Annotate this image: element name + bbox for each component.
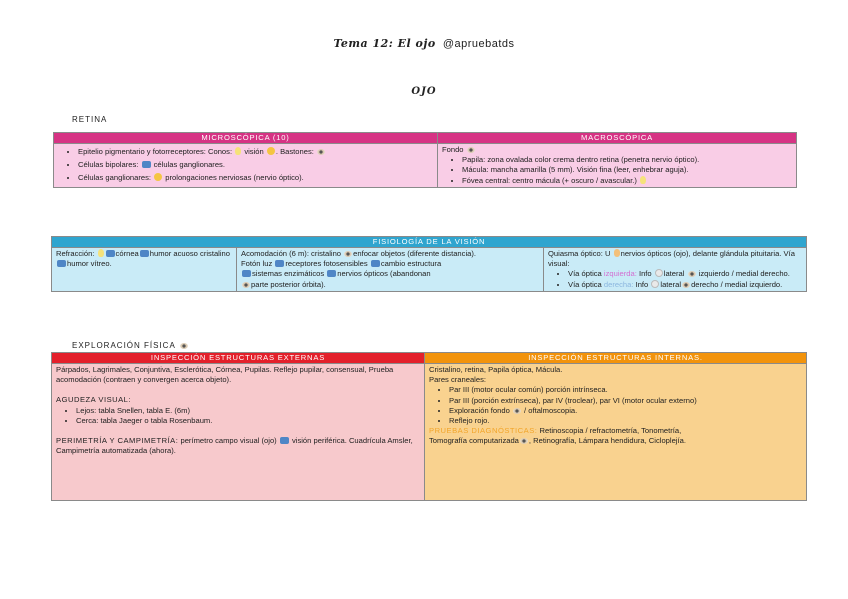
retina-label: RETINA (72, 115, 108, 124)
arrow-right-icon (140, 250, 149, 257)
moon-icon (655, 269, 663, 277)
eye-icon (520, 438, 528, 444)
list-item: • Mácula: mancha amarilla (5 mm). Visión fina (leer, enhebrar aguja). (462, 165, 792, 175)
exploration-table (51, 352, 807, 501)
list-item: • Células bipolares: células ganglionares. (78, 160, 433, 170)
cranial-label: Pares craneales: (429, 375, 486, 385)
arrow-right-icon (280, 437, 289, 444)
list-item: • Reflejo rojo. (449, 416, 802, 426)
eye-icon (467, 147, 475, 153)
list-item: • Células ganglionares: prolongaciones nerviosas (nervio óptico). (78, 173, 433, 183)
macro-intro: Fondo (442, 145, 792, 155)
perimetria-text: PERIMETRÍA Y CAMPIMETRÍA: perímetro campo visual (ojo) visión periférica. Cuadrícula Amsler, Campimetría automatizada (ahora). (56, 436, 413, 456)
arrow-right-icon (275, 260, 284, 267)
list-item: • Cerca: tabla Jaeger o tabla Rosenbaum. (76, 416, 420, 426)
arrow-right-icon (327, 270, 336, 277)
page-title: OJO (411, 86, 437, 97)
list-item: • Papila: zona ovalada color crema dentro retina (penetra nervio óptico). (462, 155, 792, 165)
vision-table (51, 236, 807, 292)
micro-cell (54, 144, 438, 188)
eye-icon (180, 343, 188, 349)
agudeza-label: AGUDEZA VISUAL: (56, 395, 132, 405)
list-item: • Exploración fondo / oftalmoscopia. (449, 406, 802, 416)
macro-header: MACROSCÓPICA (438, 133, 797, 144)
refraction-cell: Refracción: córnea humor acuoso cristalino humor vítreo. (52, 248, 237, 292)
accommodation-cell: Acomodación (6 m): cristalino enfocar objetos (diferente distancia). Fotón luz receptores fotosensibles cambio estructura sistemas enzimáticos nervios ópticos (abandonan parte posterior órbita). (237, 248, 544, 292)
list-item: • Epitelio pigmentario y fotorreceptores: Conos: visión . Bastones: (78, 147, 433, 157)
topic-title: Tema 12: El ojo (333, 37, 436, 50)
list-item: • Par III (motor ocular común) porción intrínseca. (449, 385, 802, 395)
eye-icon (317, 149, 325, 155)
arrow-right-icon (106, 250, 115, 257)
external-cell (52, 364, 425, 501)
eye-icon (513, 408, 521, 414)
list-item: • Par III (porción extrínseca), par IV (troclear), par VI (motor ocular externo) (449, 396, 802, 406)
eye-icon (688, 271, 696, 277)
internal-header: INSPECCIÓN ESTRUCTURAS INTERNAS. (425, 353, 807, 364)
eye-icon (682, 282, 690, 288)
external-text: Párpados, Lagrimales, Conjuntiva, Esclerótica, Córnea, Pupilas. Reflejo pupilar, consensual, Prueba acomodación (contraen y convergen acerca objeto). (56, 365, 394, 385)
exploration-label: EXPLORACIÓN FÍSICA (72, 341, 189, 350)
list-item: • Fóvea central: centro mácula (+ oscuro / avascular.) (462, 176, 792, 186)
page-header (0, 37, 848, 50)
pruebas-text: PRUEBAS DIAGNÓSTICAS: Retinoscopia / refractometría, Tonometría, Tomografía computarizada , Retinografía, Lámpara hendidura, Cicloplejía. (429, 426, 686, 446)
eye-icon (242, 282, 250, 288)
bulb-icon (640, 176, 646, 184)
eye-icon (344, 251, 352, 257)
hand-icon (614, 249, 620, 257)
arrow-right-icon (57, 260, 66, 267)
arrow-right-icon (142, 161, 151, 168)
moon-icon (651, 280, 659, 288)
bulb-icon (98, 249, 104, 257)
sun-icon (154, 173, 162, 181)
internal-text: Cristalino, retina, Papila óptica, Mácula. (429, 365, 563, 374)
list-item: • Vía óptica derecha: Info lateral derecho / medial izquierdo. (568, 280, 802, 290)
arrow-right-icon (371, 260, 380, 267)
list-item: • Lejos: tabla Snellen, tabla E. (6m) (76, 406, 420, 416)
retina-table (53, 132, 797, 188)
chiasm-cell: Quiasma óptico: U nervios ópticos (ojo), delante glándula pituitaria. Vía visual: • Vía óptica izquierda: Info lateral izquierdo / medial derecho. • Vía óptica derecha: Info lateral derecho / medial izquierdo. (544, 248, 807, 292)
list-item: • Vía óptica izquierda: Info lateral izquierdo / medial derecho. (568, 269, 802, 279)
internal-cell (425, 364, 807, 501)
candle-icon (267, 147, 275, 155)
macro-cell (438, 144, 797, 188)
author-handle: @apruebatds (442, 38, 515, 50)
micro-header: MICROSCÓPICA (10) (54, 133, 438, 144)
bulb-icon (235, 147, 241, 155)
vision-header: FISIOLOGÍA DE LA VISIÓN (52, 237, 807, 248)
arrow-right-icon (242, 270, 251, 277)
external-header: INSPECCIÓN ESTRUCTURAS EXTERNAS (52, 353, 425, 364)
